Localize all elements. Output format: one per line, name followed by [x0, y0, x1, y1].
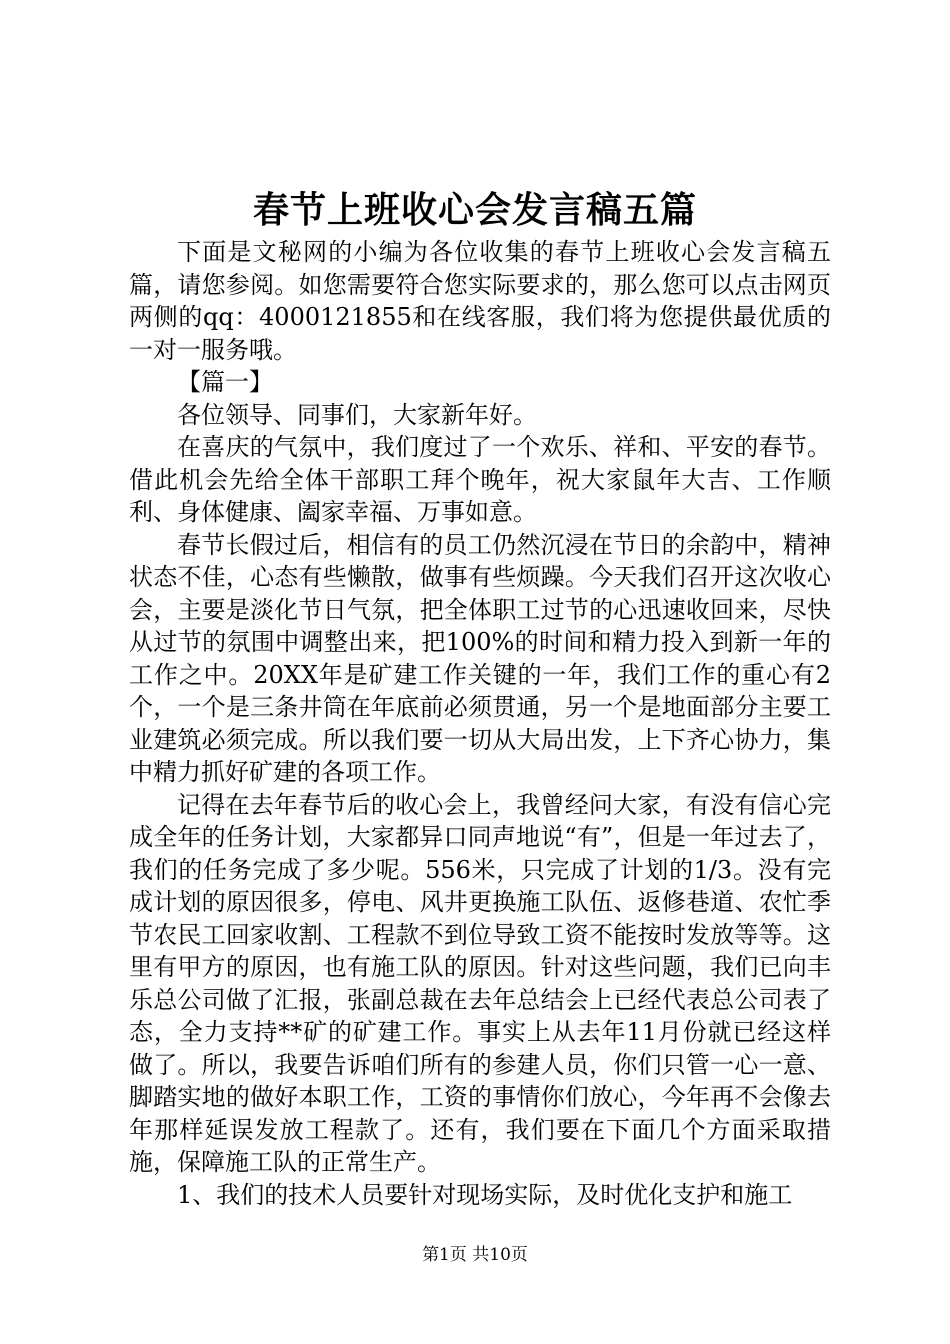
greeting-paragraph: 各位领导、同事们，大家新年好。 — [177, 400, 537, 429]
body-paragraph: 1、我们的技术人员要针对现场实际，及时优化支护和施工 — [177, 1180, 793, 1209]
document-title: 春节上班收心会发言稿五篇 — [252, 189, 697, 231]
body-paragraph: 在喜庆的气氛中，我们度过了一个欢乐、祥和、平安的春节。借此机会先给全体干部职工拜个晚年，祝大家鼠年大吉、工作顺利、身体健康、阖家幸福、万事如意。 — [129, 433, 831, 526]
intro-paragraph: 下面是文秘网的小编为各位收集的春节上班收心会发言稿五篇，请您参阅。如您需要符合您实际要求的，那么您可以点击网页两侧的qq：4000121855和在线客服，我们将为您提供最优质的一对一服务哦。 — [129, 238, 831, 364]
section-heading: 【篇一】 — [177, 368, 273, 396]
document-body — [129, 236, 831, 1211]
body-paragraph: 记得在去年春节后的收心会上，我曾经问大家，有没有信心完成全年的任务计划，大家都异口同声地说“有”，但是一年过去了，我们的任务完成了多少呢。556米，只完成了计划的1/3。没有完成计划的原因很多，停电、风井更换施工队伍、返修巷道、农忙季节农民工回家收割、工程款不到位导致工资不能按时发放等等。这里有甲方的原因，也有施工队的原因。针对这些问题，我们已向丰乐总公司做了汇报，张副总裁在去年总结会上已经代表总公司表了态，全力支持**矿的矿建工作。事实上从去年11月份就已经这样做了。所以，我要告诉咱们所有的参建人员，你们只管一心一意、脚踏实地的做好本职工作，工资的事情你们放心，今年再不会像去年那样延误发放工程款了。还有，我们要在下面几个方面采取措施，保障施工队的正常生产。 — [129, 790, 831, 1176]
page-number-footer: 第1页 共10页 — [422, 1245, 528, 1265]
body-paragraph: 春节长假过后，相信有的员工仍然沉浸在节日的余韵中，精神状态不佳，心态有些懒散，做事有些烦躁。今天我们召开这次收心会，主要是淡化节日气氛，把全体职工过节的心迅速收回来，尽快从过节的氛围中调整出来，把100%的时间和精力投入到新一年的工作之中。20XX年是矿建工作关键的一年，我们工作的重心有2个，一个是三条井筒在年底前必须贯通，另一个是地面部分主要工业建筑必须完成。所以我们要一切从大局出发，上下齐心协力，集中精力抓好矿建的各项工作。 — [129, 530, 831, 786]
